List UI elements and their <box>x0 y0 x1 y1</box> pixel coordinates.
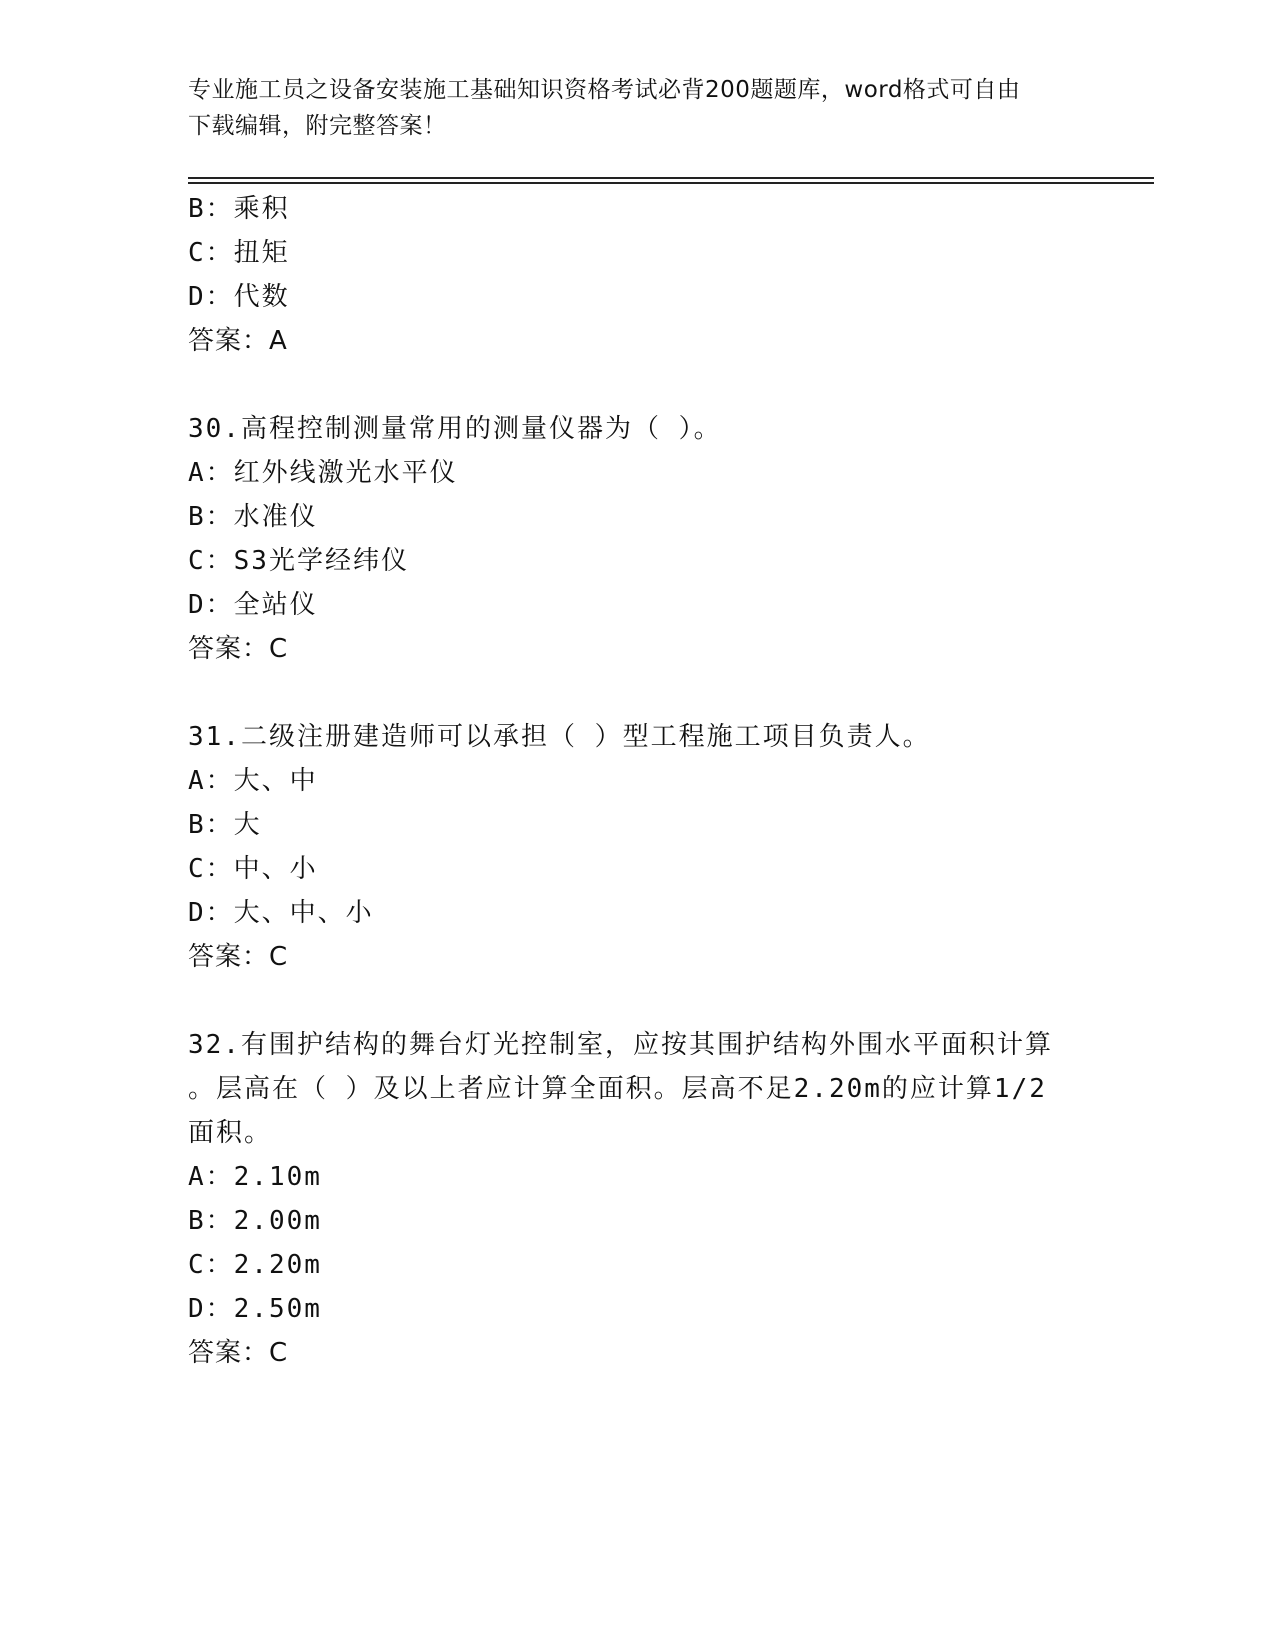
document-header <box>188 72 1088 144</box>
answer-label: 答案：C <box>188 634 289 664</box>
option-c: C：2.20m <box>188 1250 322 1280</box>
question-31: 31.二级注册建造师可以承担（ ）型工程施工项目负责人。 <box>188 722 931 752</box>
question-32-line-3: 面积。 <box>188 1118 273 1148</box>
header-divider-bottom <box>188 182 1154 184</box>
header-divider-top <box>188 177 1154 179</box>
answer-label: 答案：A <box>188 326 288 356</box>
option-a: A：红外线激光水平仪 <box>188 458 458 488</box>
option-b: B：乘积 <box>188 194 290 224</box>
option-c: C：S3光学经纬仪 <box>188 546 409 576</box>
option-d: D：2.50m <box>188 1294 322 1324</box>
option-d: D：全站仪 <box>188 590 318 620</box>
option-b: B：大 <box>188 810 262 840</box>
option-b: B：2.00m <box>188 1206 322 1236</box>
option-c: C：中、小 <box>188 854 318 884</box>
question-32-line-1: 32.有围护结构的舞台灯光控制室，应按其围护结构外围水平面积计算 <box>188 1030 1053 1060</box>
header-line-1: 专业施工员之设备安装施工基础知识资格考试必背200题题库，word格式可自由 <box>188 77 1021 103</box>
question-30: 30.高程控制测量常用的测量仪器为（ ）。 <box>188 414 722 444</box>
answer-label: 答案：C <box>188 1338 289 1368</box>
option-d: D：大、中、小 <box>188 898 374 928</box>
option-a: A：2.10m <box>188 1162 322 1192</box>
question-32-line-2: 。层高在（ ）及以上者应计算全面积。层高不足2.20m的应计算1/2 <box>188 1074 1047 1104</box>
answer-label: 答案：C <box>188 942 289 972</box>
option-d: D：代数 <box>188 282 290 312</box>
option-c: C：扭矩 <box>188 238 290 268</box>
header-line-2: 下载编辑，附完整答案！ <box>188 113 447 139</box>
option-a: A：大、中 <box>188 766 318 796</box>
option-b: B：水准仪 <box>188 502 318 532</box>
